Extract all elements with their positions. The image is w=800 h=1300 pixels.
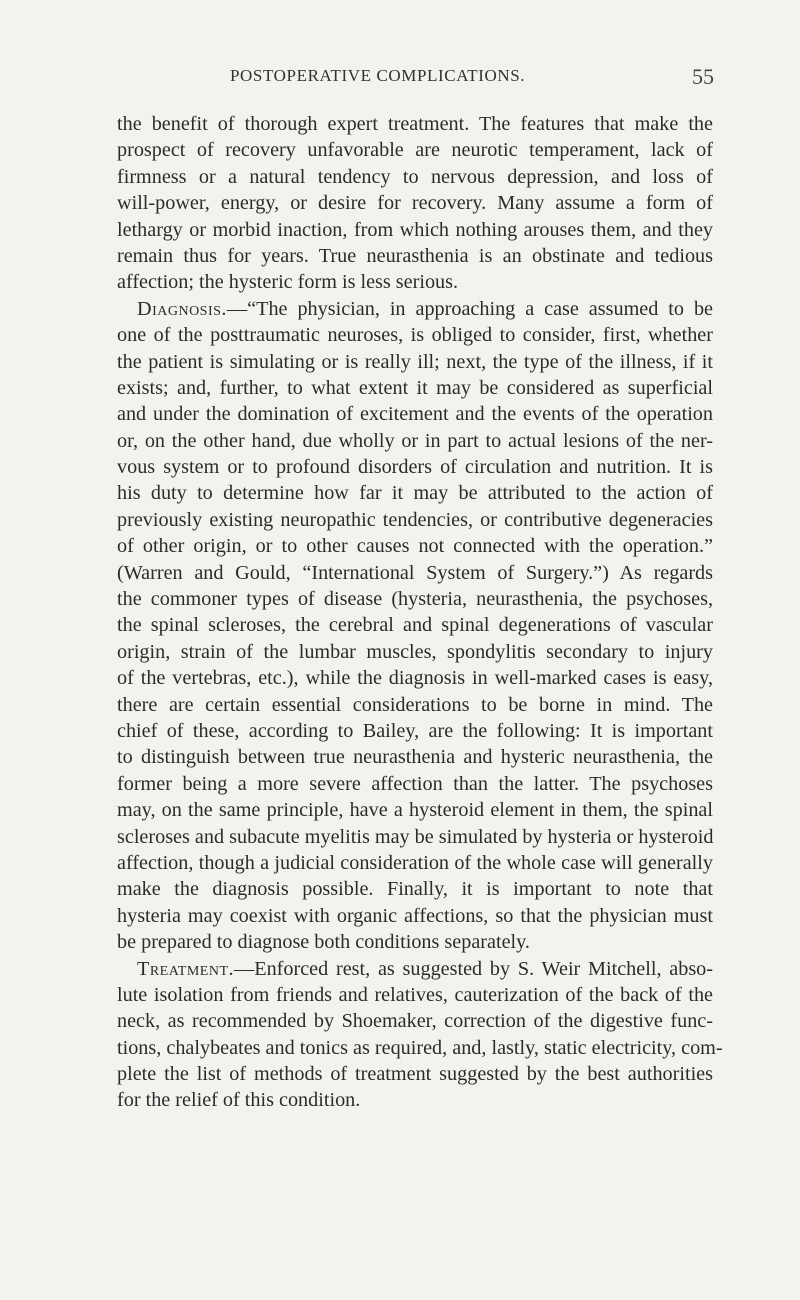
- text-line: lethargy or morbid inaction, from which nothing arouses them, and they: [117, 218, 713, 241]
- text-run: —Enforced rest, as suggested by S. Weir Mitchell, abso-: [234, 957, 713, 980]
- text-line: prospect of recovery unfavorable are neurotic temperament, lack of: [117, 139, 713, 162]
- text-line: the patient is simulating or is really ill; next, the type of the illness, if it: [117, 350, 713, 373]
- text-line: tions, chalybeates and tonics as required, and, lastly, static electricity, com-: [117, 1036, 723, 1059]
- text-line: of other origin, or to other causes not connected with the operation.”: [117, 535, 713, 558]
- text-line: there are certain essential considerations to be borne in mind. The: [117, 693, 713, 716]
- section-heading-treatment: Treatment.: [137, 957, 235, 980]
- text-line: may, on the same principle, have a hysteroid element in them, the spinal: [117, 799, 713, 822]
- text-line: former being a more severe affection than the latter. The psychoses: [117, 772, 713, 795]
- text-line: make the diagnosis possible. Finally, it is important to note that: [117, 878, 713, 901]
- text-line: plete the list of methods of treatment suggested by the best authorities: [117, 1063, 713, 1086]
- text-line: origin, strain of the lumbar muscles, spondylitis secondary to injury: [117, 640, 713, 663]
- paragraph-treatment: [117, 956, 723, 1114]
- running-head: [0, 66, 800, 106]
- text-line: [117, 296, 713, 322]
- text-line: chief of these, according to Bailey, are the following: It is important: [117, 719, 713, 742]
- text-line: scleroses and subacute myelitis may be simulated by hysteria or hysteroid: [117, 825, 714, 848]
- text-line: for the relief of this condition.: [117, 1089, 361, 1112]
- text-line: affection; the hysteric form is less serious.: [117, 271, 459, 294]
- text-line: [117, 956, 713, 982]
- text-line: vous system or to profound disorders of circulation and nutrition. It is: [117, 456, 713, 479]
- text-line: (Warren and Gould, “International System of Surgery.”) As regards: [117, 561, 713, 584]
- running-title: POSTOPERATIVE COMPLICATIONS.: [230, 66, 526, 85]
- section-heading-diagnosis: Diagnosis.: [137, 297, 227, 320]
- text-line: remain thus for years. True neurasthenia is an obstinate and tedious: [117, 244, 713, 267]
- text-line: of the vertebras, etc.), while the diagnosis in well-marked cases is easy,: [117, 667, 713, 690]
- text-line: neck, as recommended by Shoemaker, correction of the digestive func-: [117, 1010, 713, 1033]
- text-line: be prepared to diagnose both conditions separately.: [117, 931, 530, 954]
- text-line: the benefit of thorough expert treatment. The features that make the: [117, 113, 713, 135]
- text-line: the commoner types of disease (hysteria, neurasthenia, the psychoses,: [117, 588, 713, 611]
- text-line: one of the posttraumatic neuroses, is obliged to consider, first, whether: [117, 324, 713, 347]
- text-line: his duty to determine how far it may be attributed to the action of: [117, 482, 713, 505]
- paragraph-continuation: [117, 111, 713, 296]
- text-line: hysteria may coexist with organic affections, so that the physician must: [117, 904, 713, 927]
- text-line: lute isolation from friends and relatives, cauterization of the back of the: [117, 983, 713, 1006]
- text-line: and under the domination of excitement and the events of the operation: [117, 403, 713, 426]
- text-line: previously existing neuropathic tendencies, or contributive degeneracies: [117, 508, 713, 531]
- text-line: or, on the other hand, due wholly or in part to actual lesions of the ner-: [117, 429, 713, 452]
- text-line: firmness or a natural tendency to nervous depression, and loss of: [117, 165, 713, 188]
- text-line: to distinguish between true neurasthenia and hysteric neurasthenia, the: [117, 746, 713, 769]
- text-line: will-power, energy, or desire for recovery. Many assume a form of: [117, 192, 713, 215]
- paragraph-diagnosis: [117, 296, 713, 956]
- text-run: —“The physician, in approaching a case assumed to be: [226, 297, 713, 320]
- page-number: 55: [692, 64, 714, 89]
- body-text: [117, 111, 723, 1114]
- text-line: the spinal scleroses, the cerebral and spinal degenerations of vascular: [117, 614, 713, 637]
- text-line: exists; and, further, to what extent it may be considered as superficial: [117, 376, 713, 399]
- text-line: affection, though a judicial consideration of the whole case will generally: [117, 851, 713, 874]
